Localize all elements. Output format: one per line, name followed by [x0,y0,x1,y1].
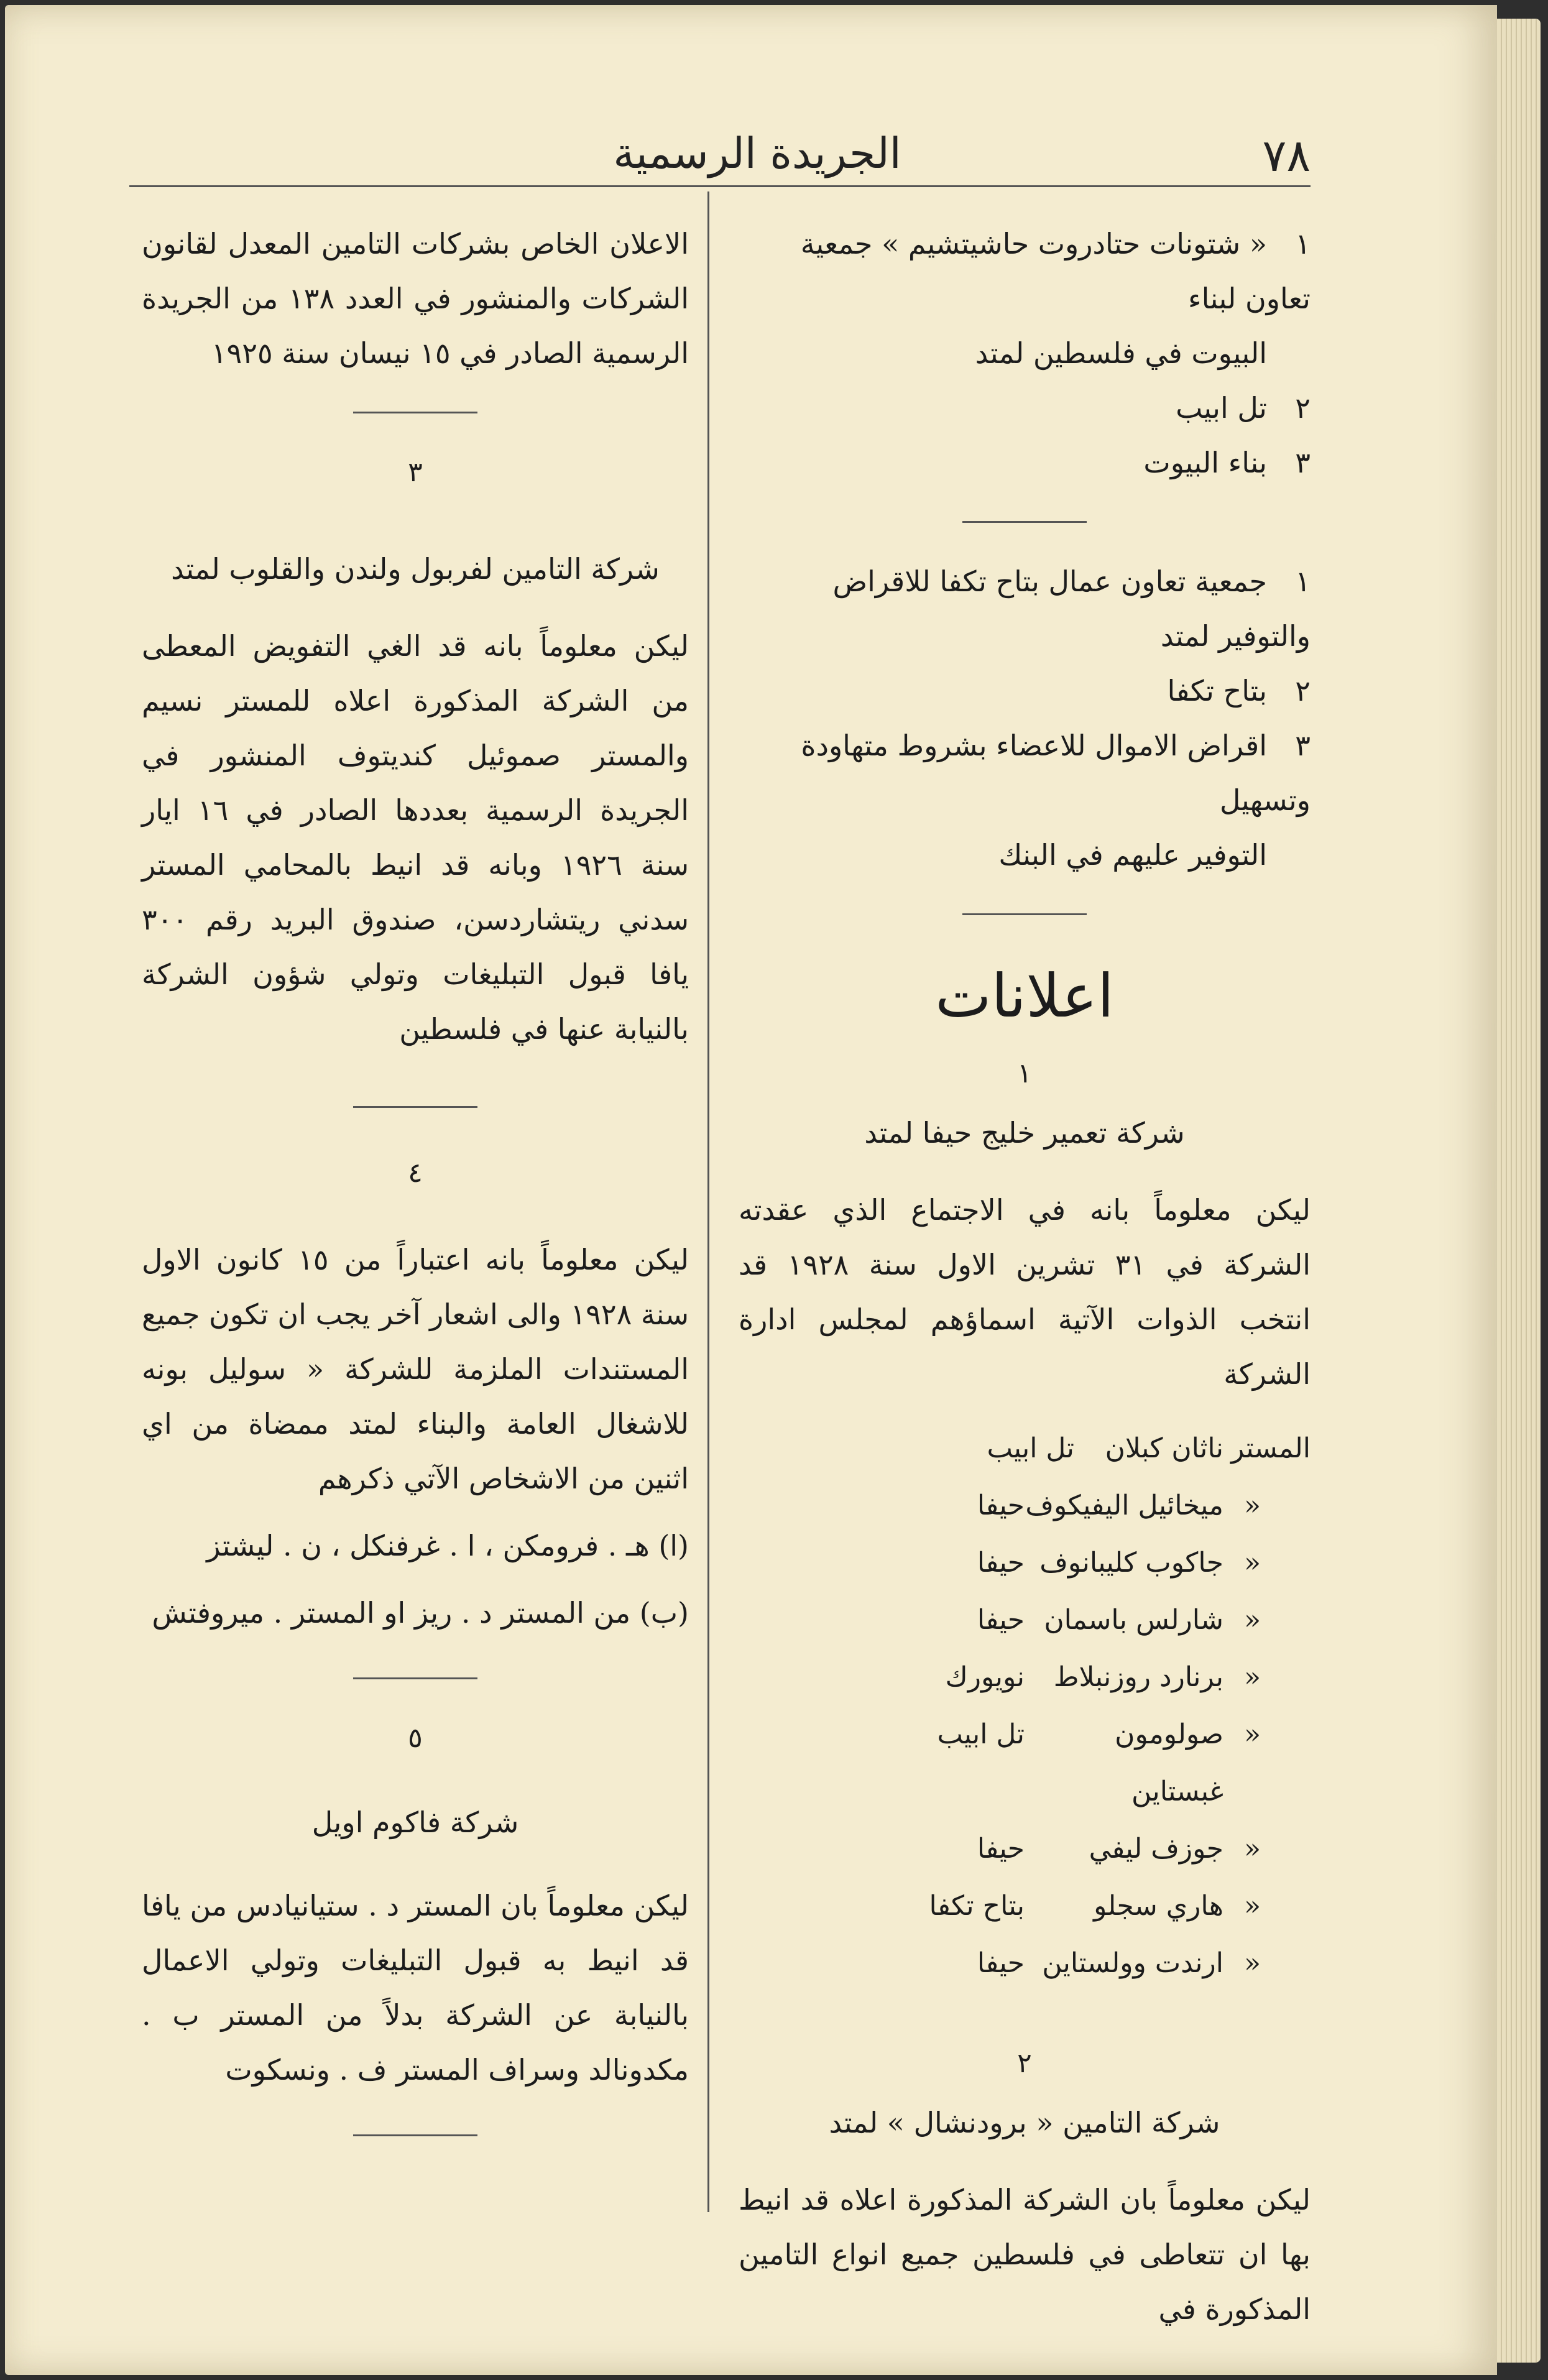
director-city: حيفا [977,1547,1025,1579]
director-prefix: « [1244,1890,1261,1922]
director-name: جوزف ليفي [1089,1833,1223,1865]
section-rule [353,412,477,413]
ad-item-a: (ا) هـ . فرومكن ، ا . غرفنكل ، ن . ليشتز [206,1529,689,1562]
left-column [142,216,689,2167]
ad-item-b: (ب) من المستر د . ريز او المستر . ميروفتش [152,1596,689,1630]
ad-number: ٣ [408,456,423,488]
director-city: حيفا [977,1490,1025,1521]
director-row [739,1534,1311,1592]
ad-title: شركة التامين لفربول ولندن والقلوب لمتد [171,552,660,586]
director-name: صولومون غبستاين [1115,1718,1223,1807]
director-name: برنارد روزنبلاط [1053,1661,1223,1693]
director-name: جاكوب كليبانوف [1039,1547,1223,1579]
ad-number: ٢ [1017,2047,1032,2079]
list-item: البيوت في فلسطين لمتد [975,336,1267,370]
ad-number: ٥ [408,1722,423,1754]
director-prefix: « [1244,1604,1261,1636]
ad-title: شركة فاكوم اويل [311,1806,519,1839]
director-city: تل ابيب [937,1718,1025,1750]
section-rule [353,1677,477,1679]
director-prefix: المستر [1231,1432,1311,1464]
director-city: حيفا [977,1947,1025,1979]
list-company-1 [739,216,1311,490]
director-prefix: « [1244,1833,1261,1865]
ad-body: ليكن معلوماً بانه في الاجتماع الذي عقدته الشركة في ٣١ تشرين الاول سنة ١٩٢٨ قد انتخب الذوات الآتية اسماؤهم لمجلس ادارة الشركة [739,1193,1311,1391]
ad-number: ١ [1017,1058,1032,1089]
director-row [739,1477,1311,1534]
section-rule [353,1106,477,1108]
director-city: نويورك [945,1661,1025,1693]
director-prefix: « [1244,1490,1261,1521]
director-name: شارلس باسمان [1044,1604,1223,1636]
ads-title: اعلانات [935,961,1114,1031]
list-item: ٢بتاح تكفا [1167,674,1311,708]
column-divider [707,191,709,2212]
director-row [739,1878,1311,1935]
director-row [739,1820,1311,1878]
list-company-2 [739,554,1311,882]
list-item: ٣اقراض الاموال للاعضاء بشروط متهاودة وتسهيل [801,729,1311,817]
ad-title: شركة التامين « برودنشال » لمتد [829,2106,1220,2139]
ad-body: ليكن معلوماً بانه قد الغي التفويض المعطى من الشركة المذكورة اعلاه للمستر نسيم والمستر صموئيل كنديتوف المنشور في الجريدة الرسمية بعددها الصادر في ١٦ ايار سنة ١٩٢٦ وبانه قد انيط بالمحامي المستر سدني ريتشاردسن، صندوق البريد رقم ٣٠٠ يافا قبول التبليغات وتولي شؤون الشركة بالنيابة عنها في فلسطين [142,629,689,1046]
section-rule [962,913,1087,915]
director-city: حيفا [977,1604,1025,1636]
director-row [739,1649,1311,1706]
section-rule [962,521,1087,523]
page-edges [1497,19,1541,2363]
list-item: ٣بناء البيوت [1143,446,1311,479]
director-prefix: « [1244,1547,1261,1579]
ad-title: شركة تعمير خليج حيفا لمتد [864,1116,1185,1150]
ad-body: ليكن معلوماً بانه اعتباراً من ١٥ كانون الاول سنة ١٩٢٨ والى اشعار آخر يجب ان تكون جميع المستندات الملزمة للشركة « سوليل بونه للاشغال العامة والبناء لمتد ممضاة من اي اثنين من الاشخاص الآتي ذكرهم [142,1243,689,1495]
director-city: تل ابيب [987,1432,1074,1464]
director-name: ميخائيل اليفيكوف [1025,1490,1223,1521]
section-rule [353,2134,477,2136]
intro-paragraph: الاعلان الخاص بشركات التامين المعدل لقانون الشركات والمنشور في العدد ١٣٨ من الجريدة الرسمية الصادر في ١٥ نيسان سنة ١٩٢٥ [142,227,689,370]
ad-body: ليكن معلوماً بان الشركة المذكورة اعلاه قد انيط بها ان تتعاطى في فلسطين جميع انواع التامين المذكورة في [739,2183,1311,2326]
director-name: ناثان كبلان [1105,1432,1223,1464]
list-item: التوفير عليهم في البنك [998,838,1267,872]
list-item: ١جمعية تعاون عمال بتاح تكفا للاقراض والتوفير لمتد [832,565,1311,653]
director-prefix: « [1244,1718,1261,1750]
page-number: ٧٨ [1262,129,1311,182]
list-item: ١« شتونات حتادروت حاشيتشيم » جمعية تعاون لبناء [800,227,1311,315]
director-prefix: « [1244,1947,1261,1979]
director-row [739,1935,1311,1992]
director-city: حيفا [977,1833,1025,1865]
ad-number: ٤ [408,1157,423,1189]
director-name: ارندت وولستاين [1042,1947,1223,1979]
director-row [739,1592,1311,1649]
directors-list [739,1420,1311,1992]
page-header [129,123,1311,187]
list-item: ٢تل ابيب [1176,391,1311,425]
ad-body: ليكن معلوماً بان المستر د . ستيانيادس من يافا قد انيط به قبول التبليغات وتولي الاعمال بالنيابة عن الشركة بدلاً من المستر ب . مكدونالد وسراف المستر ف . ونسكوت [142,1889,689,2087]
director-city: بتاح تكفا [929,1890,1025,1922]
director-prefix: « [1244,1661,1261,1693]
director-row [739,1420,1311,1477]
page [5,5,1497,2375]
right-column [739,216,1311,2336]
director-row [739,1706,1311,1820]
journal-title: الجريدة الرسمية [613,129,901,178]
director-name: هاري سجلو [1094,1890,1223,1922]
